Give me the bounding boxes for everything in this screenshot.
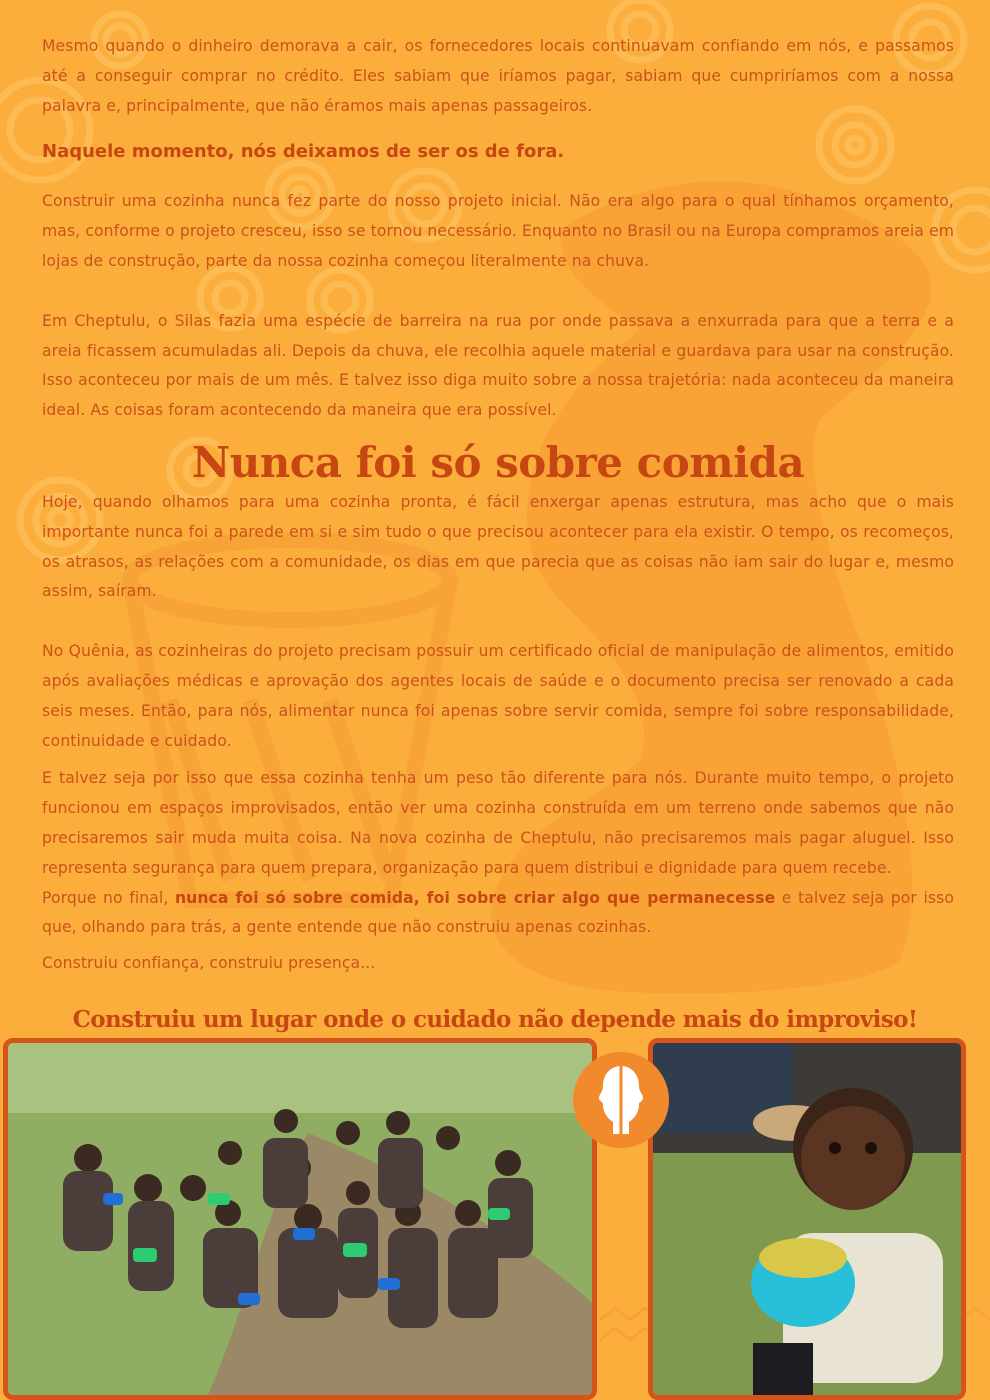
emphasis-text: nunca foi só sobre comida, foi sobre criar algo que permanecesse — [174, 888, 776, 907]
profile-faces-icon — [573, 1052, 669, 1148]
article-body — [42, 32, 954, 979]
lead-statement: Naquele momento, nós deixamos de ser os de fora. — [42, 141, 565, 163]
photo-children-eating — [3, 1038, 597, 1400]
profile-faces-graphic — [573, 1052, 669, 1148]
section-heading: Nunca foi só sobre comida — [191, 437, 805, 487]
photo-child-with-bowl — [648, 1038, 966, 1400]
paragraph: Construiu confiança, construiu presença... — [42, 954, 376, 973]
paragraph: No Quênia, as cozinheiras do projeto precisam possuir um certificado oficial de manipulação de alimentos, emitido após avaliações médicas e aprovação dos agentes locais de saúde e o documento precisa ser renovado a cada seis meses. Então, para nós, alimentar nunca foi apenas sobre servir comida, sempre foi sobre responsabilidade, continuidade e cuidado. — [42, 642, 954, 750]
paragraph: Em Cheptulu, o Silas fazia uma espécie de barreira na rua por onde passava a enxurrada para que a terra e a areia ficassem acumuladas ali. Depois da chuva, ele recolhia aquele material e guardava para usar na construção. Isso aconteceu por mais de um mês. E talvez isso diga muito sobre a nossa trajetória: nada aconteceu da maneira ideal. As coisas foram acontecendo da maneira que era possível. — [42, 311, 954, 420]
paragraph: E talvez seja por isso que essa cozinha tenha um peso tão diferente para nós. Durante muito tempo, o projeto funcionou em espaços improvisados, então ver uma cozinha construída em um terreno onde sabemos que não precisaremos sair muda muita coisa. Na nova cozinha de Cheptulu, não precisaremos mais pagar aluguel. Isso representa segurança para quem prepara, organização para quem distribui e dignidade para quem recebe. — [42, 769, 954, 877]
closing-statement: Construiu um lugar onde o cuidado não depende mais do improviso! — [72, 1006, 918, 1033]
text-run: Porque no final, — [42, 888, 175, 907]
text-run: e talvez seja por isso que, olhando para trás, a gente entende que não construiu apenas cozinhas. — [42, 888, 954, 937]
photo-illustration — [8, 1043, 592, 1395]
paragraph: Construir uma cozinha nunca fez parte do nosso projeto inicial. Não era algo para o qual tínhamos orçamento, mas, conforme o projeto cresceu, isso se tornou necessário. Enquanto no Brasil ou na Europa compramos areia em lojas de construção, parte da nossa cozinha começou literalmente na chuva. — [42, 192, 954, 270]
paragraph: Hoje, quando olhamos para uma cozinha pronta, é fácil enxergar apenas estrutura, mas acho que o mais importante nunca foi a parede em si e sim tudo o que precisou acontecer para ela existir. O tempo, os recomeços, os atrasos, as relações com a comunidade, os dias em que parecia que as coisas não iam sair do lugar e, mesmo assim, saíram. — [42, 492, 954, 601]
paragraph — [42, 884, 954, 944]
photo-illustration — [653, 1043, 961, 1395]
paragraph: Mesmo quando o dinheiro demorava a cair, os fornecedores locais continuavam confiando em nós, e passamos até a conseguir comprar no crédito. Eles sabiam que iríamos pagar, sabiam que cumpriríamos com a nossa palavra e, principalmente, que não éramos mais apenas passageiros. — [42, 37, 954, 115]
